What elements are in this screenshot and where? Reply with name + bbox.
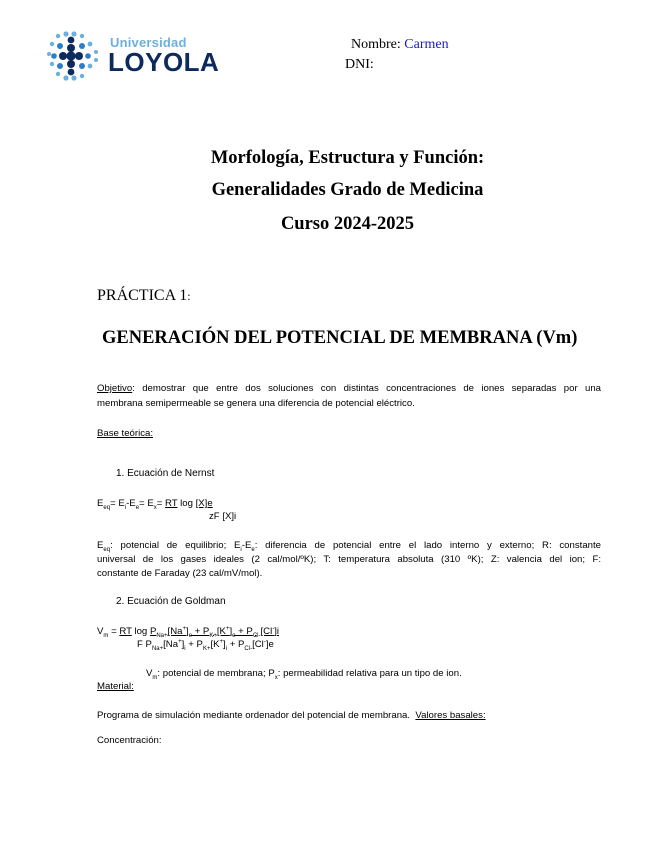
nernst-desc1c: : diferencia de potencial entre el lado interno y externo; R: constante xyxy=(254,540,601,551)
concentration-label: Concentración: xyxy=(97,735,162,746)
nombre-field xyxy=(351,37,449,53)
practice-label xyxy=(97,287,191,305)
logo-university-text: Universidad xyxy=(110,35,187,50)
nernst-title: 1. Ecuación de Nernst xyxy=(116,468,215,479)
goldman-title: 2. Ecuación de Goldman xyxy=(116,596,226,607)
objective-line1 xyxy=(97,381,601,396)
nernst-desc-line2: universal de los gases ideales (2 cal/mol/ºK); T: temperatura absoluta (310 ºK); Z: valencia del ion; F: xyxy=(97,554,601,565)
practice-colon: : xyxy=(187,289,191,303)
program-line xyxy=(97,710,486,721)
objective-text1: : demostrar que entre dos soluciones con distintas concentraciones de iones separadas por una xyxy=(132,383,601,394)
goldman-desc-a: : potencial de membrana; P xyxy=(157,668,275,679)
logo-dots-icon xyxy=(44,26,108,86)
practice-heading: GENERACIÓN DEL POTENCIAL DE MEMBRANA (Vm) xyxy=(102,328,578,348)
nombre-value: Carmen xyxy=(404,37,449,52)
program-text: Programa de simulación mediante ordenador del potencial de membrana. xyxy=(97,710,411,721)
nernst-formula-denominator: zF [X]i xyxy=(209,511,237,522)
goldman-formula-denominator: F $P_{Na+}[Na^+]_i + P_{K+}[K^+]_i + P_{Cl-}[Cl^-]e$ xyxy=(137,638,274,652)
nernst-desc-line3: constante de Faraday (23 cal/mV/mol). xyxy=(97,568,263,579)
base-teorica-label: Base teórica: xyxy=(97,428,153,439)
nernst-desc1b: -E xyxy=(241,540,252,551)
goldman-description: $V_m$: potencial de membrana; $P_x$: permeabilidad relativa para un tipo de ion. xyxy=(146,668,462,681)
dni-label: DNI: xyxy=(345,57,374,72)
objective-line2: membrana semipermeable se genera una diferencia de potencial eléctrico. xyxy=(97,398,415,409)
practice-number: PRÁCTICA 1 xyxy=(97,287,188,304)
nombre-label: Nombre: xyxy=(351,37,401,52)
course-title-line2: Generalidades Grado de Medicina xyxy=(211,180,484,200)
logo-loyola-text: LOYOLA xyxy=(108,47,220,77)
nernst-desc-line1: $E_{eq}$: potencial de equilibrio; $E_i-E_e$: diferencia de potencial entre el lado interno y externo; R: constante xyxy=(97,540,601,553)
nernst-formula-numerator: $E_{eq}= E_i-E_e= E_x=$ RT log [X]e xyxy=(97,498,213,511)
course-title-line1: Morfología, Estructura y Función: xyxy=(210,148,485,168)
goldman-desc-b: : permeabilidad relativa para un tipo de ion. xyxy=(277,668,462,679)
university-logo xyxy=(44,26,244,86)
material-label: Material: xyxy=(97,681,134,692)
goldman-formula-numerator: $V_m$ = RT $\log P_{Na+}[Na^+]_e + P_{K+}[K^+]_e + P_{Cl-}[Cl^-]i$ xyxy=(97,625,280,639)
nernst-desc1a: potencial de equilibrio; E xyxy=(120,540,241,551)
course-year: Curso 2024-2025 xyxy=(280,214,415,234)
basal-values-label: Valores basales: xyxy=(415,710,486,721)
objective-label: Objetivo xyxy=(97,383,133,394)
